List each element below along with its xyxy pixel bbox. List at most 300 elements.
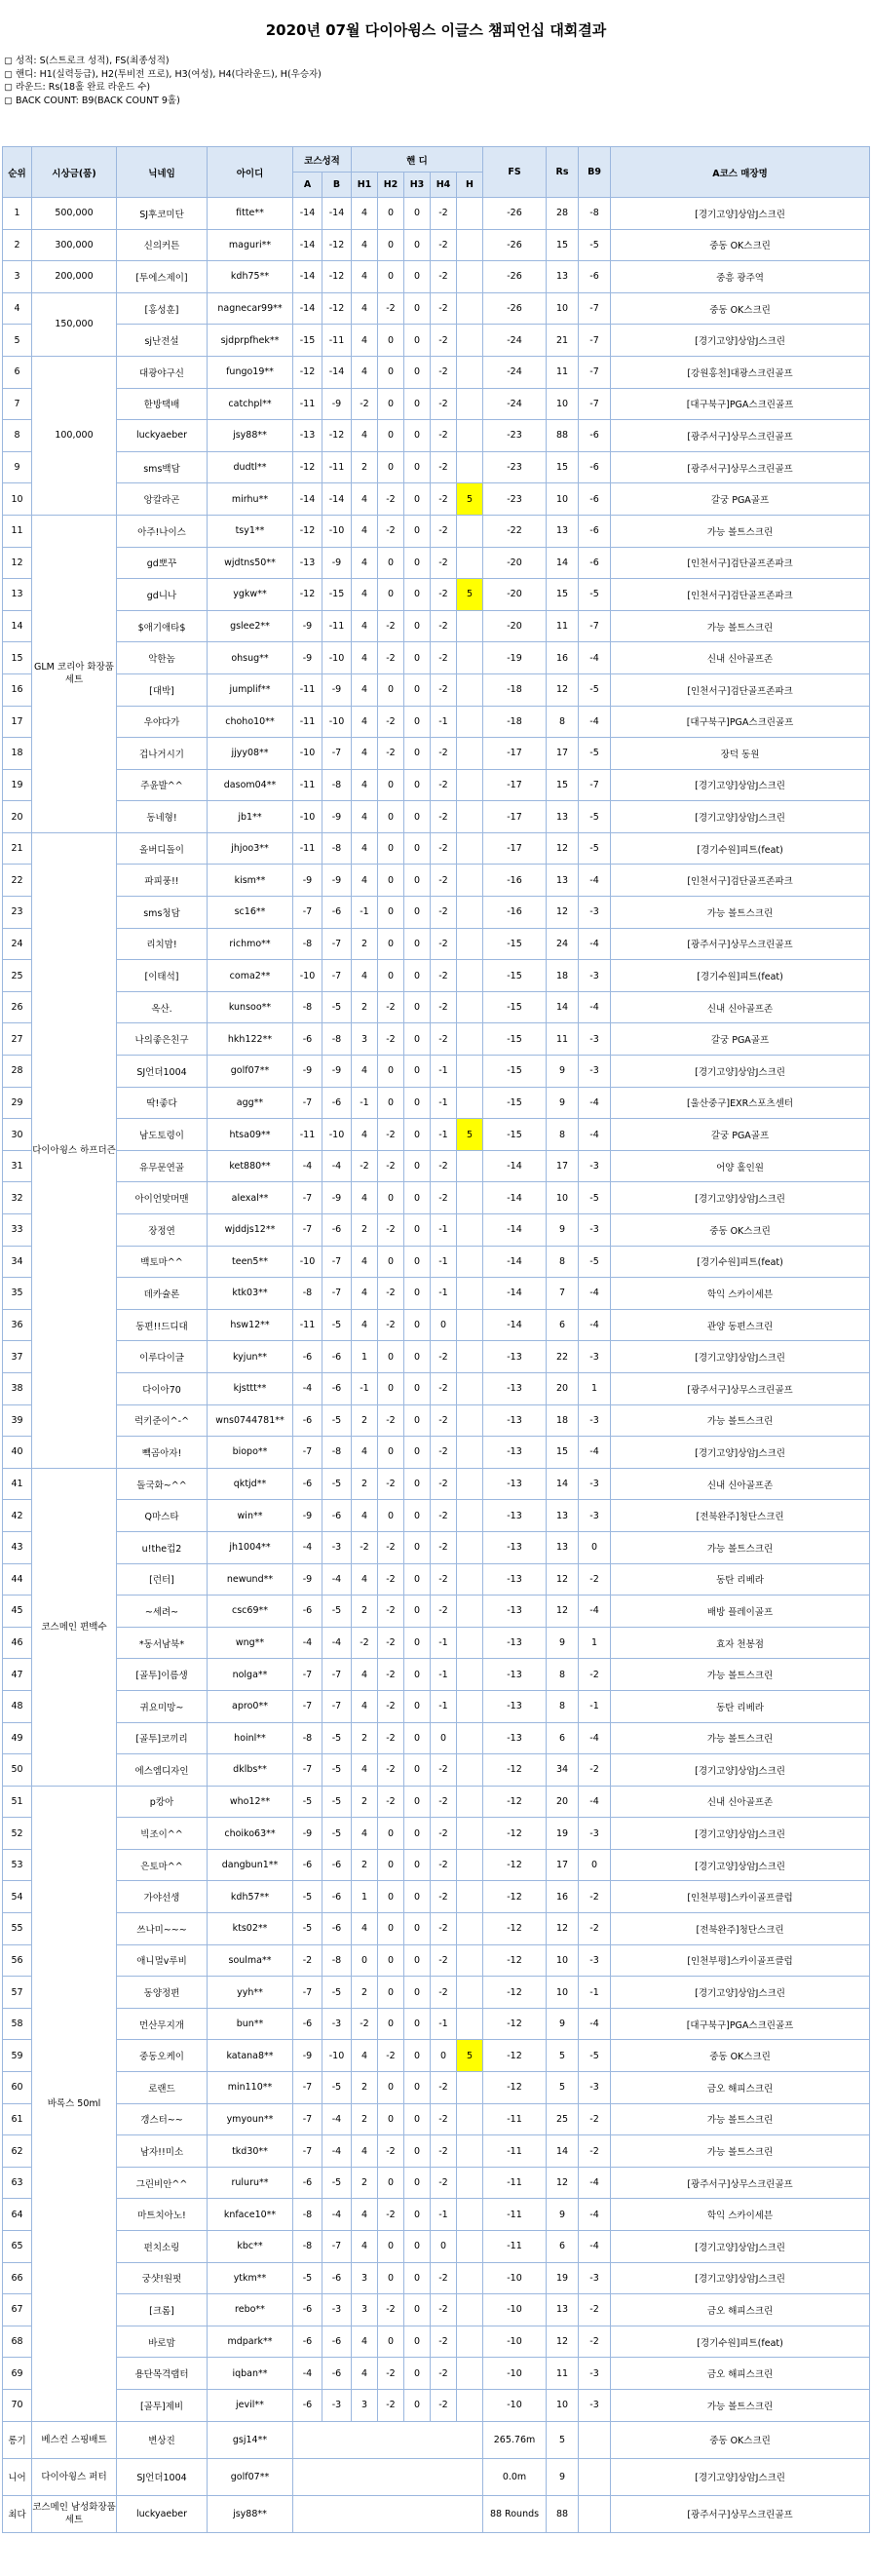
cell-h4: -2	[431, 229, 457, 261]
cell-score-b: -10	[322, 1119, 352, 1151]
cell-rs: 10	[547, 2389, 579, 2421]
cell-h3: 0	[404, 1404, 431, 1437]
cell-score-b: -5	[322, 2072, 352, 2104]
cell-nickname: gd뽀꾸	[117, 547, 208, 579]
cell-h1: 4	[352, 1500, 378, 1532]
cell-h2: -2	[378, 991, 404, 1023]
cell-store: 중동 OK스크린	[611, 292, 870, 325]
cell-score-a: -15	[293, 325, 322, 357]
cell-score-a: -7	[293, 1437, 322, 1469]
cell-h	[457, 1913, 483, 1945]
cell-h	[457, 1372, 483, 1404]
cell-id: kism**	[208, 865, 293, 897]
cell-id: csc69**	[208, 1596, 293, 1628]
cell-h2: -2	[378, 1531, 404, 1563]
special-award-row	[3, 2421, 870, 2458]
cell-h2: -2	[378, 2135, 404, 2168]
cell-store: 신내 신아골프존	[611, 991, 870, 1023]
cell-h1: 2	[352, 1786, 378, 1818]
cell-h	[457, 198, 483, 230]
table-row	[3, 1372, 870, 1404]
cell-store: [경기고양]상암J스크린	[611, 1977, 870, 2009]
cell-fs: -10	[483, 2389, 547, 2421]
cell-rs: 13	[547, 1531, 579, 1563]
empty-cell	[579, 2421, 611, 2458]
cell-h3: 0	[404, 801, 431, 833]
legend-score: ▢ 성적: S(스트로크 성적), FS(최종성적)	[4, 56, 170, 66]
cell-score-b: -5	[322, 1404, 352, 1437]
cell-id: ohsug**	[208, 642, 293, 674]
cell-fs: -26	[483, 198, 547, 230]
cell-fs: -14	[483, 1150, 547, 1182]
cell-rank: 33	[3, 1214, 32, 1247]
cell-h2: 0	[378, 198, 404, 230]
special-award-row	[3, 2495, 870, 2532]
cell-h2: -2	[378, 1214, 404, 1247]
cell-h3: 0	[404, 198, 431, 230]
cell-h1: 2	[352, 1849, 378, 1881]
cell-h3: 0	[404, 2040, 431, 2072]
cell-score-b: -6	[322, 1913, 352, 1945]
prize-cell: 200,000	[32, 261, 117, 293]
cell-score-a: -9	[293, 642, 322, 674]
cell-b9: -3	[579, 1468, 611, 1500]
cell-score-b: -5	[322, 991, 352, 1023]
cell-h2: -2	[378, 1309, 404, 1341]
cell-id: dudtl**	[208, 451, 293, 483]
cell-score-a: -9	[293, 610, 322, 642]
prize-cell: 150,000	[32, 292, 117, 356]
table-row	[3, 229, 870, 261]
cell-h4: -2	[431, 2262, 457, 2294]
cell-store: 동탄 리베라	[611, 1690, 870, 1722]
cell-h4: -2	[431, 1977, 457, 2009]
cell-rank: 28	[3, 1056, 32, 1088]
results-table	[2, 146, 870, 2533]
table-row	[3, 579, 870, 611]
cell-nickname: 데카슐론	[117, 1278, 208, 1310]
cell-score-b: -15	[322, 579, 352, 611]
cell-h4: -2	[431, 1341, 457, 1373]
cell-h	[457, 769, 483, 801]
cell-b9: -2	[579, 1659, 611, 1691]
table-row	[3, 420, 870, 452]
cell-score-b: -6	[322, 1849, 352, 1881]
cell-b9: -2	[579, 1881, 611, 1913]
cell-score-b: -12	[322, 420, 352, 452]
cell-score-b: -9	[322, 673, 352, 706]
cell-fs: -23	[483, 483, 547, 516]
cell-b9: -5	[579, 832, 611, 865]
cell-h1: 4	[352, 706, 378, 738]
cell-h	[457, 1881, 483, 1913]
cell-rank: 67	[3, 2294, 32, 2326]
cell-h1: 4	[352, 261, 378, 293]
cell-b9: 1	[579, 1372, 611, 1404]
cell-store: 학익 스카이세븐	[611, 1278, 870, 1310]
cell-h3: 0	[404, 325, 431, 357]
cell-store: [인천서구]검단골프존파크	[611, 547, 870, 579]
cell-rs: 12	[547, 1913, 579, 1945]
cell-store: [인천서구]검단골프존파크	[611, 579, 870, 611]
table-row	[3, 261, 870, 293]
cell-fs: -14	[483, 1309, 547, 1341]
empty-cell	[293, 2495, 483, 2532]
cell-rank: 60	[3, 2072, 32, 2104]
cell-score-a: -8	[293, 928, 322, 960]
cell-rank: 65	[3, 2231, 32, 2263]
cell-h3: 0	[404, 1468, 431, 1500]
cell-h: 5	[457, 579, 483, 611]
cell-b9: -6	[579, 483, 611, 516]
cell-fs: -13	[483, 1563, 547, 1596]
cell-rs: 15	[547, 579, 579, 611]
cell-store: [경기고양]상암J스크린	[611, 1754, 870, 1787]
cell-score-a: -6	[293, 1468, 322, 1500]
cell-h3: 0	[404, 1309, 431, 1341]
cell-nickname: 딱!좋다	[117, 1087, 208, 1119]
header-handicap: 핸 디	[352, 147, 483, 173]
cell-h3: 0	[404, 1372, 431, 1404]
cell-store: [대구북구]PGA스크린골프	[611, 388, 870, 420]
cell-h3: 0	[404, 1087, 431, 1119]
table-row	[3, 1278, 870, 1310]
cell-h1: 4	[352, 960, 378, 992]
cell-store: 효자 천봉점	[611, 1627, 870, 1659]
cell-h	[457, 2167, 483, 2199]
cell-rs: 34	[547, 1754, 579, 1787]
cell-nickname: Q마스타	[117, 1500, 208, 1532]
cell-h3: 0	[404, 1722, 431, 1754]
cell-score-b: -5	[322, 1786, 352, 1818]
cell-h4: -2	[431, 1023, 457, 1056]
cell-h	[457, 388, 483, 420]
cell-h1: 4	[352, 642, 378, 674]
cell-h4: -2	[431, 451, 457, 483]
cell-h3: 0	[404, 292, 431, 325]
table-row	[3, 547, 870, 579]
cell-score-b: -8	[322, 1023, 352, 1056]
cell-score-b: -9	[322, 865, 352, 897]
cell-fs: -10	[483, 2262, 547, 2294]
cell-b9: -2	[579, 2326, 611, 2358]
cell-h3: 0	[404, 2294, 431, 2326]
cell-score-b: -5	[322, 1977, 352, 2009]
cell-fs: -18	[483, 706, 547, 738]
cell-nickname: 애니멀v루비	[117, 1944, 208, 1977]
cell-rs: 14	[547, 991, 579, 1023]
cell-store: [경기수원]피트(feat)	[611, 2326, 870, 2358]
table-row	[3, 2231, 870, 2263]
cell-nickname: u!the컵2	[117, 1531, 208, 1563]
cell-store: [울산중구]EXR스포츠센터	[611, 1087, 870, 1119]
cell-store: 갈궁 PGA골프	[611, 483, 870, 516]
header-h2: H2	[378, 173, 404, 198]
cell-rank: 47	[3, 1659, 32, 1691]
cell-h1: 4	[352, 2135, 378, 2168]
cell-nickname: [골투]제비	[117, 2389, 208, 2421]
cell-store: [광주서구]상무스크린골프	[611, 928, 870, 960]
cell-h4: -2	[431, 991, 457, 1023]
cell-store: 가능 볼트스크린	[611, 1722, 870, 1754]
cell-b9: -4	[579, 1119, 611, 1151]
cell-rank: 39	[3, 1404, 32, 1437]
cell-id: ruluru**	[208, 2167, 293, 2199]
cell-fs: -23	[483, 420, 547, 452]
cell-h2: -2	[378, 642, 404, 674]
header-fs: FS	[483, 147, 547, 198]
cell-score-b: -3	[322, 2008, 352, 2040]
legend-handicap: ▢ 핸디: H1(실력등급), H2(투비전 프로), H3(여성), H4(다라운드), H(우승자)	[4, 68, 322, 80]
special-nick: SJ언더1004	[117, 2458, 208, 2495]
cell-h1: 4	[352, 738, 378, 770]
cell-id: dasom04**	[208, 769, 293, 801]
cell-rs: 10	[547, 1944, 579, 1977]
cell-h1: 1	[352, 1341, 378, 1373]
cell-store: 금오 해피스크린	[611, 2072, 870, 2104]
table-row	[3, 642, 870, 674]
cell-h4: -1	[431, 1659, 457, 1691]
cell-score-b: -3	[322, 1531, 352, 1563]
cell-b9: -3	[579, 1023, 611, 1056]
cell-h4: -1	[431, 1278, 457, 1310]
cell-h1: 4	[352, 1119, 378, 1151]
cell-h2: 0	[378, 1246, 404, 1278]
cell-h	[457, 2072, 483, 2104]
cell-score-a: -12	[293, 579, 322, 611]
cell-id: choho10**	[208, 706, 293, 738]
cell-score-b: -4	[322, 2135, 352, 2168]
cell-h3: 0	[404, 1754, 431, 1787]
cell-h3: 0	[404, 1214, 431, 1247]
cell-h3: 0	[404, 229, 431, 261]
cell-h	[457, 1150, 483, 1182]
cell-h3: 0	[404, 673, 431, 706]
cell-rank: 7	[3, 388, 32, 420]
cell-h3: 0	[404, 1246, 431, 1278]
cell-rank: 68	[3, 2326, 32, 2358]
cell-h3: 0	[404, 2135, 431, 2168]
cell-nickname: gd니나	[117, 579, 208, 611]
cell-score-b: -6	[322, 2358, 352, 2390]
cell-h2: -2	[378, 1119, 404, 1151]
cell-b9: -3	[579, 1818, 611, 1850]
cell-fs: -14	[483, 1246, 547, 1278]
cell-rs: 9	[547, 2008, 579, 2040]
cell-h4: -2	[431, 897, 457, 929]
table-row	[3, 738, 870, 770]
cell-id: dangbun1**	[208, 1849, 293, 1881]
prize-cell: 코스메인 편백수	[32, 1468, 117, 1786]
cell-rank: 54	[3, 1881, 32, 1913]
cell-rs: 13	[547, 865, 579, 897]
cell-h	[457, 1182, 483, 1214]
cell-rs: 17	[547, 1150, 579, 1182]
cell-score-b: -6	[322, 1087, 352, 1119]
cell-nickname: 빅조이^^	[117, 1818, 208, 1850]
cell-score-b: -8	[322, 1944, 352, 1977]
cell-score-a: -5	[293, 2262, 322, 2294]
cell-store: [강원홍천]대광스크린골프	[611, 356, 870, 388]
cell-rank: 51	[3, 1786, 32, 1818]
cell-b9: -4	[579, 1087, 611, 1119]
cell-h	[457, 642, 483, 674]
table-row	[3, 2326, 870, 2358]
table-row	[3, 1309, 870, 1341]
table-row	[3, 1246, 870, 1278]
cell-h4: -2	[431, 738, 457, 770]
cell-b9: -2	[579, 2103, 611, 2135]
table-row	[3, 706, 870, 738]
cell-rs: 9	[547, 1056, 579, 1088]
cell-store: 배방 플레이골프	[611, 1596, 870, 1628]
cell-fs: -17	[483, 738, 547, 770]
cell-score-b: -7	[322, 2231, 352, 2263]
cell-fs: -17	[483, 801, 547, 833]
cell-rank: 53	[3, 1849, 32, 1881]
cell-fs: -13	[483, 1690, 547, 1722]
cell-h	[457, 1563, 483, 1596]
cell-score-b: -9	[322, 801, 352, 833]
cell-score-a: -8	[293, 1278, 322, 1310]
cell-rank: 23	[3, 897, 32, 929]
cell-rank: 10	[3, 483, 32, 516]
cell-h4: -2	[431, 1500, 457, 1532]
table-row	[3, 198, 870, 230]
cell-h2: -2	[378, 1754, 404, 1787]
cell-id: bun**	[208, 2008, 293, 2040]
cell-store: 가능 볼트스크린	[611, 1404, 870, 1437]
cell-store: [경기고양]상암J스크린	[611, 1818, 870, 1850]
table-row	[3, 515, 870, 547]
cell-store: 가능 볼트스크린	[611, 1531, 870, 1563]
cell-rank: 45	[3, 1596, 32, 1628]
cell-h4: 0	[431, 1722, 457, 1754]
cell-h	[457, 2262, 483, 2294]
cell-h1: 2	[352, 2072, 378, 2104]
cell-b9: -4	[579, 1437, 611, 1469]
cell-nickname: sms청담	[117, 897, 208, 929]
cell-fs: -18	[483, 673, 547, 706]
cell-h3: 0	[404, 1278, 431, 1310]
cell-id: ktk03**	[208, 1278, 293, 1310]
table-row	[3, 451, 870, 483]
table-row	[3, 2199, 870, 2231]
cell-store: 갈궁 PGA골프	[611, 1119, 870, 1151]
cell-id: alexal**	[208, 1182, 293, 1214]
cell-h4: -2	[431, 610, 457, 642]
cell-h2: -2	[378, 1023, 404, 1056]
cell-rank: 48	[3, 1690, 32, 1722]
cell-nickname: 남도토령이	[117, 1119, 208, 1151]
cell-h2: 0	[378, 2103, 404, 2135]
cell-h3: 0	[404, 1977, 431, 2009]
cell-id: nagnecar99**	[208, 292, 293, 325]
cell-b9: -6	[579, 261, 611, 293]
cell-h	[457, 897, 483, 929]
cell-rank: 2	[3, 229, 32, 261]
cell-score-a: -7	[293, 2103, 322, 2135]
cell-id: kjsttt**	[208, 1372, 293, 1404]
cell-fs: -15	[483, 1056, 547, 1088]
cell-h4: -2	[431, 388, 457, 420]
cell-h	[457, 2358, 483, 2390]
table-row	[3, 1437, 870, 1469]
cell-fs: -11	[483, 2167, 547, 2199]
cell-rank: 17	[3, 706, 32, 738]
cell-h1: 4	[352, 673, 378, 706]
cell-score-a: -6	[293, 1341, 322, 1373]
cell-rs: 17	[547, 738, 579, 770]
cell-h1: 4	[352, 1754, 378, 1787]
prize-cell: GLM 코리아 화장품 세트	[32, 515, 117, 832]
cell-h3: 0	[404, 1500, 431, 1532]
special-fs: 265.76m	[483, 2421, 547, 2458]
table-row	[3, 1754, 870, 1787]
cell-h3: 0	[404, 388, 431, 420]
cell-nickname: 럭키준이^-^	[117, 1404, 208, 1437]
cell-h	[457, 2135, 483, 2168]
cell-rank: 69	[3, 2358, 32, 2390]
cell-nickname: 동편!!드디대	[117, 1309, 208, 1341]
cell-nickname: SJ후코미단	[117, 198, 208, 230]
cell-h: 5	[457, 2040, 483, 2072]
cell-rank: 3	[3, 261, 32, 293]
cell-h3: 0	[404, 2358, 431, 2390]
cell-rank: 11	[3, 515, 32, 547]
cell-h3: 0	[404, 928, 431, 960]
cell-h	[457, 1596, 483, 1628]
cell-score-b: -14	[322, 483, 352, 516]
cell-h2: -2	[378, 610, 404, 642]
table-row	[3, 483, 870, 516]
cell-h1: 4	[352, 1056, 378, 1088]
cell-score-a: -9	[293, 1563, 322, 1596]
cell-b9: -5	[579, 1246, 611, 1278]
cell-store: 학익 스카이세븐	[611, 2199, 870, 2231]
cell-fs: -20	[483, 610, 547, 642]
table-row	[3, 1596, 870, 1628]
cell-h2: -2	[378, 2389, 404, 2421]
cell-fs: -10	[483, 2294, 547, 2326]
cell-b9: -2	[579, 2294, 611, 2326]
cell-score-b: -11	[322, 325, 352, 357]
cell-nickname: $애기애타$	[117, 610, 208, 642]
cell-h1: 2	[352, 451, 378, 483]
cell-store: [경기고양]상암J스크린	[611, 1182, 870, 1214]
cell-h3: 0	[404, 1531, 431, 1563]
cell-h1: 4	[352, 832, 378, 865]
special-store: [광주서구]상무스크린골프	[611, 2495, 870, 2532]
cell-b9: -3	[579, 1214, 611, 1247]
cell-store: 중흥 광주역	[611, 261, 870, 293]
cell-h2: 0	[378, 1182, 404, 1214]
table-row	[3, 2008, 870, 2040]
cell-rs: 20	[547, 1372, 579, 1404]
cell-nickname: SJ언더1004	[117, 1056, 208, 1088]
cell-fs: -22	[483, 515, 547, 547]
cell-h	[457, 1531, 483, 1563]
cell-score-b: -7	[322, 1690, 352, 1722]
cell-nickname: [런터]	[117, 1563, 208, 1596]
cell-score-a: -7	[293, 2135, 322, 2168]
cell-id: soulma**	[208, 1944, 293, 1977]
cell-rs: 12	[547, 1563, 579, 1596]
cell-fs: -11	[483, 2103, 547, 2135]
cell-h1: -2	[352, 1627, 378, 1659]
cell-id: wjdtns50**	[208, 547, 293, 579]
special-id: golf07**	[208, 2458, 293, 2495]
